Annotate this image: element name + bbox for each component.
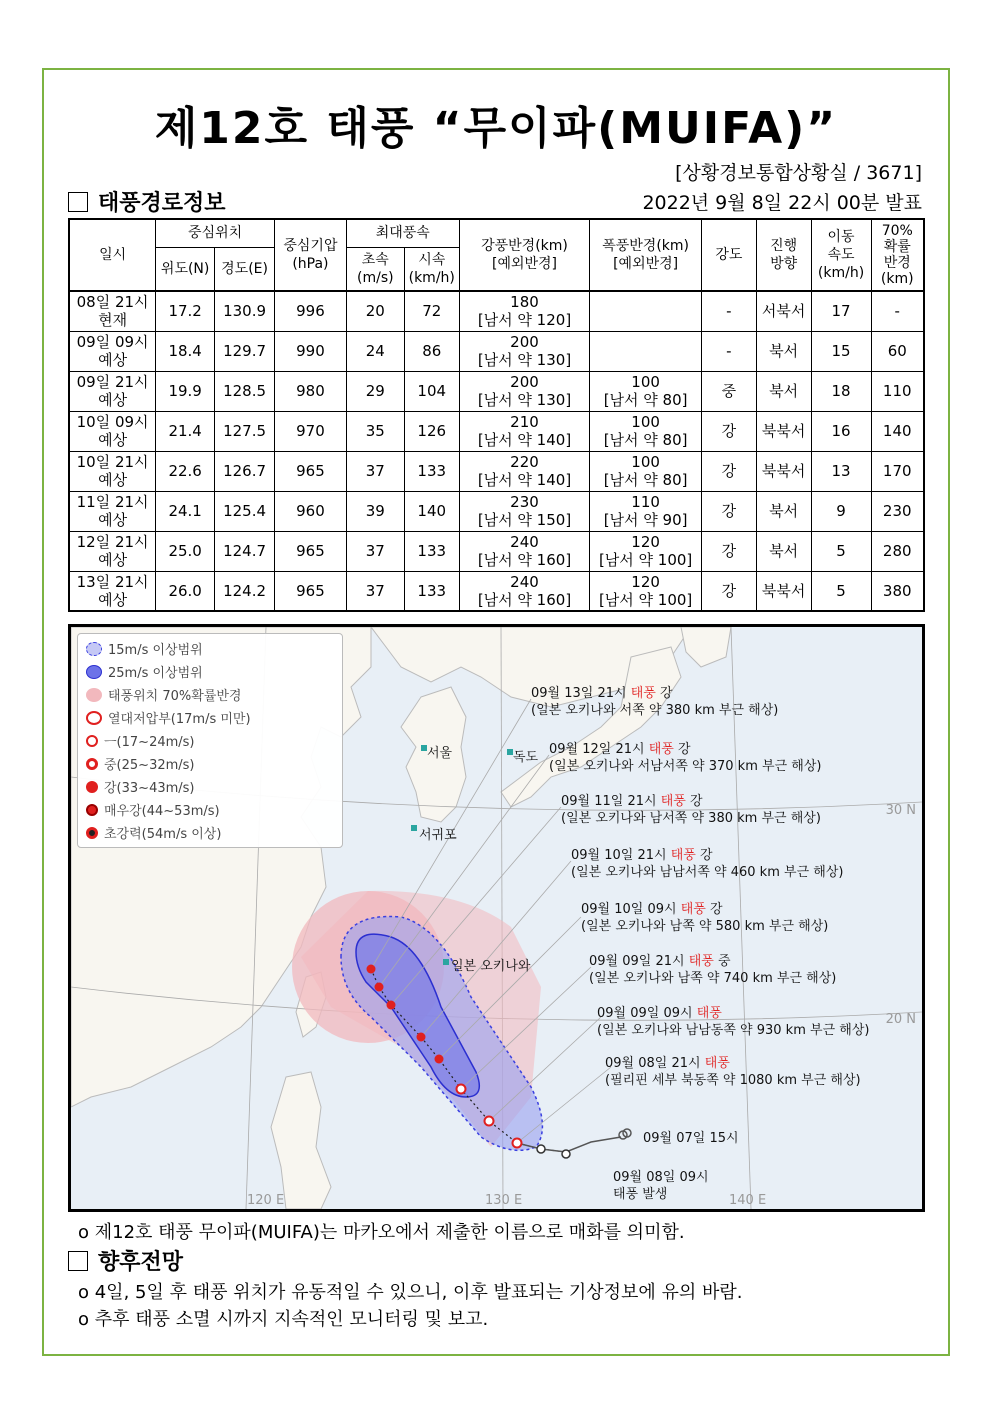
cell-lat: 22.6 [156,451,215,491]
cell-prob: 140 [871,411,924,451]
cell-spd: 17 [811,291,871,331]
legend-item [86,821,334,844]
forecast-label-type: 태풍 [630,686,656,701]
cell-lat: 26.0 [156,571,215,611]
forecast-label-time: 09월 11일 21시 [561,794,661,809]
cell-spd: 5 [811,571,871,611]
forecast-label-type: 태풍 [688,954,714,969]
forecast-label [561,793,821,827]
legend-label: 열대저압부(17m/s 미만) [108,712,251,727]
forecast-label-desc: (일본 오키나와 남남동쪽 약 930 km 부근 해상) [597,1023,870,1038]
header-lon: 경도(E) [215,247,275,291]
cell-ms: 37 [346,531,404,571]
place-okinawa: 일본 오키나와 [451,959,531,974]
header-time: 일시 [69,219,156,291]
cell-ms: 20 [346,291,404,331]
cell-lon: 125.4 [215,491,275,531]
forecast-label-desc: (일본 오키나와 서쪽 약 380 km 부근 해상) [531,703,779,718]
seogwipo-marker-icon [411,825,417,831]
cell-time: 09일 21시 예상 [69,371,156,411]
cell-dir: 북북서 [756,451,811,491]
cell-ms: 37 [346,451,404,491]
cell-spd: 15 [811,331,871,371]
cell-time: 12일 21시 예상 [69,531,156,571]
legend-item [86,637,334,660]
forecast-label-desc: (일본 오키나와 남남서쪽 약 460 km 부근 해상) [571,865,844,880]
legend-label: 초강력(54m/s 이상) [104,827,222,842]
cell-kmh: 133 [404,571,459,611]
forecast-label-grade: 강 [685,794,703,809]
cell-p: 996 [275,291,347,331]
cell-gale: 200 [남서 약 130] [459,371,590,411]
cell-time: 09일 09시 예상 [69,331,156,371]
legend-label: 태풍위치 70%확률반경 [108,689,242,704]
place-seoul: 서울 [427,746,453,761]
table-row [69,331,924,371]
cell-prob: 280 [871,531,924,571]
cell-p: 960 [275,491,347,531]
legend-item [86,775,334,798]
cell-lat: 17.2 [156,291,215,331]
cell-gale: 220 [남서 약 140] [459,451,590,491]
cell-ms: 35 [346,411,404,451]
cell-ms: 37 [346,571,404,611]
label-past-0809 [613,1169,709,1203]
cell-storm: 100 [남서 약 80] [590,411,702,451]
cell-dir: 북북서 [756,571,811,611]
cell-prob: - [871,291,924,331]
table-row [69,491,924,531]
cell-lat: 18.4 [156,331,215,371]
legend-label: ㅡ(17~24m/s) [104,735,195,750]
forecast-label-desc: (일본 오키나와 남쪽 약 580 km 부근 해상) [581,919,829,934]
forecast-label-type: 태풍 [648,742,674,757]
cell-spd: 13 [811,451,871,491]
cell-storm: 120 [남서 약 100] [590,571,702,611]
table-row [69,291,924,331]
forecast-label-grade: 강 [705,902,723,917]
forecast-label-type: 태풍 [660,794,686,809]
cell-prob: 60 [871,331,924,371]
note-uncertainty: o 4일, 5일 후 태풍 위치가 유동적일 수 있으니, 이후 발표되는 기상정보에 유의 바람. [78,1282,743,1303]
cell-lat: 21.4 [156,411,215,451]
cell-p: 980 [275,371,347,411]
grid-label-30n: 30 N [885,803,916,818]
cell-storm [590,291,702,331]
cell-lon: 124.2 [215,571,275,611]
cell-time: 10일 09시 예상 [69,411,156,451]
cell-kmh: 133 [404,451,459,491]
legend-item [86,729,334,752]
table-row [69,411,924,451]
forecast-label-type: 태풍 [704,1056,730,1071]
cell-gale: 210 [남서 약 140] [459,411,590,451]
header-prob-radius: 70% 확률 반경 (km) [871,219,924,291]
cell-kmh: 133 [404,531,459,571]
cell-dir: 북북서 [756,411,811,451]
cell-gale: 180 [남서 약 120] [459,291,590,331]
cell-gale: 240 [남서 약 160] [459,531,590,571]
cell-p: 965 [275,451,347,491]
legend-label: 중(25~32m/s) [104,758,195,773]
cell-storm: 100 [남서 약 80] [590,451,702,491]
header-pressure: 중심기압 (hPa) [275,219,347,291]
cell-dir: 북서 [756,531,811,571]
legend-label: 15m/s 이상범위 [108,643,203,658]
forecast-label-desc: (일본 오키나와 서남서쪽 약 370 km 부근 해상) [549,759,822,774]
cell-int: 강 [701,451,756,491]
cell-spd: 9 [811,491,871,531]
checkbox-square-icon [68,192,88,212]
typhoon-weak-icon [86,735,98,747]
cell-p: 970 [275,411,347,451]
typhoon-strong-icon [86,781,98,793]
header-ms: 초속 (m/s) [346,247,404,291]
forecast-label-grade: 강 [655,686,673,701]
label-past-0809-time: 09월 08일 09시 [613,1170,709,1185]
forecast-label [581,901,828,935]
cell-p: 965 [275,571,347,611]
cell-lon: 126.7 [215,451,275,491]
cell-int: 강 [701,411,756,451]
cell-dir: 북서 [756,371,811,411]
typhoon-medium-icon [86,758,98,770]
label-past-0809-desc: 태풍 발생 [613,1187,668,1202]
cell-storm: 100 [남서 약 80] [590,371,702,411]
forecast-label-time: 09월 08일 21시 [605,1056,705,1071]
section-outlook-label: 향후전망 [98,1250,184,1275]
forecast-label-type: 태풍 [670,848,696,863]
office-label: [상황경보통합상황실 / 3671] [675,162,922,184]
place-dokdo: 독도 [513,750,539,765]
forecast-label-type: 태풍 [696,1006,722,1021]
cell-ms: 39 [346,491,404,531]
cell-int: 강 [701,491,756,531]
legend-label: 매우강(44~53m/s) [104,804,220,819]
cell-gale: 240 [남서 약 160] [459,571,590,611]
cell-lon: 124.7 [215,531,275,571]
legend-item [86,706,334,729]
cell-time: 08일 21시 현재 [69,291,156,331]
cell-storm: 110 [남서 약 90] [590,491,702,531]
legend-item [86,752,334,775]
table-row [69,531,924,571]
cell-dir: 북서 [756,331,811,371]
cell-lat: 19.9 [156,371,215,411]
label-past-0715: 09월 07일 15시 [643,1131,739,1146]
forecast-label-desc: (필리핀 세부 북동쪽 약 1080 km 부근 해상) [605,1073,861,1088]
grid-label-130e: 130 E [485,1193,523,1208]
cell-spd: 18 [811,371,871,411]
issued-time: 2022년 9월 8일 22시 00분 발표 [642,192,922,214]
legend-label: 25m/s 이상범위 [108,666,203,681]
track-table [68,218,925,612]
cell-ms: 29 [346,371,404,411]
cell-int: 강 [701,531,756,571]
cell-kmh: 140 [404,491,459,531]
forecast-label-type: 태풍 [680,902,706,917]
cell-kmh: 104 [404,371,459,411]
legend-item [86,683,334,706]
cell-kmh: 86 [404,331,459,371]
header-storm-radius: 폭풍반경(km) [예외반경] [590,219,702,291]
cell-lon: 128.5 [215,371,275,411]
cell-time: 13일 21시 예상 [69,571,156,611]
forecast-label [589,953,836,987]
forecast-label-grade: 강 [673,742,691,757]
blue-circle-icon [86,665,102,679]
cell-ms: 24 [346,331,404,371]
table-row [69,371,924,411]
forecast-label [549,741,821,775]
cell-prob: 230 [871,491,924,531]
forecast-label-time: 09월 10일 21시 [571,848,671,863]
header-wind: 최대풍속 [346,219,459,247]
forecast-label-time: 09월 10일 09시 [581,902,681,917]
cell-prob: 170 [871,451,924,491]
cell-p: 990 [275,331,347,371]
forecast-label [571,847,843,881]
section-track-info-label: 태풍경로정보 [98,191,226,216]
cell-dir: 북서 [756,491,811,531]
forecast-label [605,1055,861,1089]
cell-gale: 200 [남서 약 130] [459,331,590,371]
cell-gale: 230 [남서 약 150] [459,491,590,531]
forecast-label-grade: 강 [695,848,713,863]
cell-kmh: 126 [404,411,459,451]
legend-item [86,798,334,821]
section-outlook [68,1245,183,1276]
grid-label-140e: 140 E [729,1193,767,1208]
forecast-label-time: 09월 09일 09시 [597,1006,697,1021]
cell-dir: 서북서 [756,291,811,331]
dotted-circle-icon [86,642,102,656]
cell-lon: 127.5 [215,411,275,451]
cell-int: 중 [701,371,756,411]
cell-kmh: 72 [404,291,459,331]
grid-label-20n: 20 N [885,1012,916,1027]
place-seogwipo: 서귀포 [419,828,457,843]
cell-storm: 120 [남서 약 100] [590,531,702,571]
tropical-depression-icon [86,711,102,725]
typhoon-super-icon [86,827,98,839]
cell-spd: 5 [811,531,871,571]
forecast-label-desc: (일본 오키나와 남서쪽 약 380 km 부근 해상) [561,811,821,826]
header-speed: 이동 속도 (km/h) [811,219,871,291]
forecast-label [531,685,778,719]
cell-prob: 110 [871,371,924,411]
table-row [69,571,924,611]
cell-p: 965 [275,531,347,571]
genesis-position-icon [562,1150,570,1158]
pink-circle-icon [86,688,102,702]
grid-label-120e: 120 E [247,1193,285,1208]
cell-prob: 380 [871,571,924,611]
cell-int: - [701,331,756,371]
page-title: 제12호 태풍 “무이파(MUIFA)” [154,103,838,154]
forecast-label-grade: 중 [713,954,731,969]
forecast-label [597,1005,869,1039]
cell-lon: 130.9 [215,291,275,331]
cell-lat: 25.0 [156,531,215,571]
forecast-label-time: 09월 13일 21시 [531,686,631,701]
header-intensity: 강도 [701,219,756,291]
cell-int: - [701,291,756,331]
typhoon-track-map [68,624,925,1212]
cell-spd: 16 [811,411,871,451]
legend-item [86,660,334,683]
section-track-info [68,186,226,217]
header-gale-radius: 강풍반경(km) [예외반경] [459,219,590,291]
checkbox-square-icon [68,1251,88,1271]
cell-int: 강 [701,571,756,611]
legend-label: 강(33~43m/s) [104,781,195,796]
okinawa-marker-icon [443,959,449,965]
cell-time: 11일 21시 예상 [69,491,156,531]
header-lat: 위도(N) [156,247,215,291]
header-center: 중심위치 [156,219,275,247]
note-monitoring: o 추후 태풍 소멸 시까지 지속적인 모니터링 및 보고. [78,1309,489,1330]
cell-lat: 24.1 [156,491,215,531]
past-position-icon [537,1145,545,1153]
table-row [69,451,924,491]
cell-time: 10일 21시 예상 [69,451,156,491]
cell-lon: 129.7 [215,331,275,371]
header-kmh: 시속 (km/h) [404,247,459,291]
forecast-label-desc: (일본 오키나와 남쪽 약 740 km 부근 해상) [589,971,837,986]
header-direction: 진행 방향 [756,219,811,291]
map-legend [77,633,343,848]
cell-storm [590,331,702,371]
note-name-meaning: o 제12호 태풍 무이파(MUIFA)는 마카오에서 제출한 이름으로 매화를 의미함. [78,1222,685,1243]
forecast-label-time: 09월 12일 21시 [549,742,649,757]
forecast-label-time: 09월 09일 21시 [589,954,689,969]
typhoon-very-strong-icon [86,804,98,816]
